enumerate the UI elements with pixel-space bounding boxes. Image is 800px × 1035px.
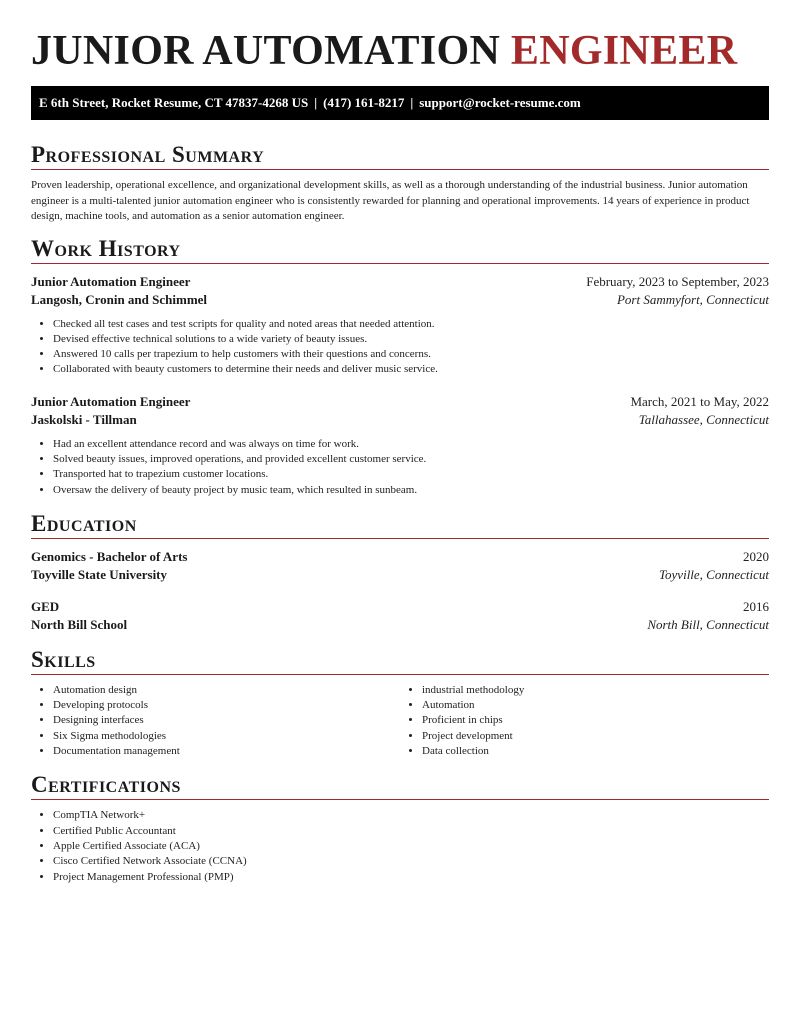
skill-item: • Data collection [422,744,769,759]
education-heading: Education [31,510,137,536]
certifications-heading: Certifications [31,772,181,798]
contact-separator: | [314,95,318,110]
education-degree-row [31,548,769,566]
name-main: JUNIOR AUTOMATION [31,28,511,74]
education-location: North Bill, Connecticut [647,616,769,632]
job-bullet: • Oversaw the delivery of beauty project by music team, which resulted in sunbeam. [53,483,769,498]
job-bullet: • Devised effective technical solutions to a wide variety of beauty issues. [53,332,769,347]
job-role: Junior Automation Engineer [31,273,191,289]
education-entry [31,598,769,634]
section-divider [31,538,769,539]
name-accent: ENGINEER [510,28,738,74]
job-bullet: • Transported hat to trapezium customer locations. [53,467,769,482]
contact-phone: (417) 161-8217 [323,95,405,110]
job-bullet: • Solved beauty issues, improved operations, and provided excellent customer service. [53,452,769,467]
certification-item: • Certified Public Accountant [53,824,769,839]
education-degree: GED [31,598,60,614]
skill-item: • Proficient in chips [422,713,769,728]
job-entry [31,273,769,378]
skill-item: • Automation [422,698,769,713]
job-bullet: • Answered 10 calls per trapezium to help customers with their questions and concerns. [53,347,769,362]
job-bullet: • Checked all test cases and test scripts for quality and noted areas that needed attention. [53,317,769,332]
education-school-row [31,616,769,634]
work-history-heading: Work History [31,235,181,261]
section-divider [31,263,769,264]
contact-address: E 6th Street, Rocket Resume, CT 47837-4268 US [39,95,309,110]
education-school: North Bill School [31,616,128,632]
skills-columns [31,675,769,759]
summary-heading: Professional Summary [31,142,265,167]
education-year: 2020 [743,548,769,564]
certification-item: • CompTIA Network+ [53,808,769,823]
contact-separator: | [410,95,414,110]
job-company: Jaskolski - Tillman [31,411,137,427]
education-entry [31,548,769,584]
job-bullets [31,317,769,378]
skill-item: • Designing interfaces [53,713,400,728]
section-divider [31,169,769,170]
education-degree: Genomics - Bachelor of Arts [31,548,188,564]
job-header-row [31,273,769,291]
certifications-list [31,808,769,884]
job-company-row [31,291,769,309]
section-divider [31,799,769,800]
job-header-row [31,393,769,411]
skill-item: • industrial methodology [422,683,769,698]
skill-item: • Six Sigma methodologies [53,729,400,744]
skill-item: • Documentation management [53,744,400,759]
job-dates: March, 2021 to May, 2022 [630,393,769,409]
skill-item: • Developing protocols [53,698,400,713]
education-location: Toyville, Connecticut [659,566,769,582]
skill-item: • Automation design [53,683,400,698]
job-bullets [31,437,769,498]
job-location: Port Sammyfort, Connecticut [616,291,769,307]
job-location: Tallahassee, Connecticut [638,411,769,427]
certification-item: • Apple Certified Associate (ACA) [53,839,769,854]
job-entry [31,393,769,498]
summary-text: Proven leadership, operational excellence, and organizational development skills, as well as a thorough understanding of the industrial business. Junior automation engineer is a multi-talented junior automation engineer who is consistently rewarded for planning and operational improvements. 14 years of experience in product design, machine tools, and automation as a senior automation engineer. [31,179,750,222]
job-company-row [31,411,769,429]
job-bullet: • Had an excellent attendance record and was always on time for work. [53,437,769,452]
contact-bar [31,86,769,120]
job-bullet: • Collaborated with beauty customers to determine their needs and deliver music service. [53,362,769,377]
skills-heading: Skills [31,646,96,672]
education-year: 2016 [743,598,769,614]
certification-item: • Cisco Certified Network Associate (CCNA) [53,854,769,869]
skill-item: • Project development [422,729,769,744]
education-school: Toyville State University [31,566,168,582]
job-role: Junior Automation Engineer [31,393,191,409]
job-dates: February, 2023 to September, 2023 [586,273,769,289]
skills-list-left [31,683,400,759]
education-school-row [31,566,769,584]
skills-list-right [400,683,769,759]
education-degree-row [31,598,769,616]
resume-name [31,0,769,78]
job-company: Langosh, Cronin and Schimmel [31,291,208,307]
certification-item: • Project Management Professional (PMP) [53,870,769,885]
contact-email[interactable]: support@rocket-resume.com [419,95,581,110]
